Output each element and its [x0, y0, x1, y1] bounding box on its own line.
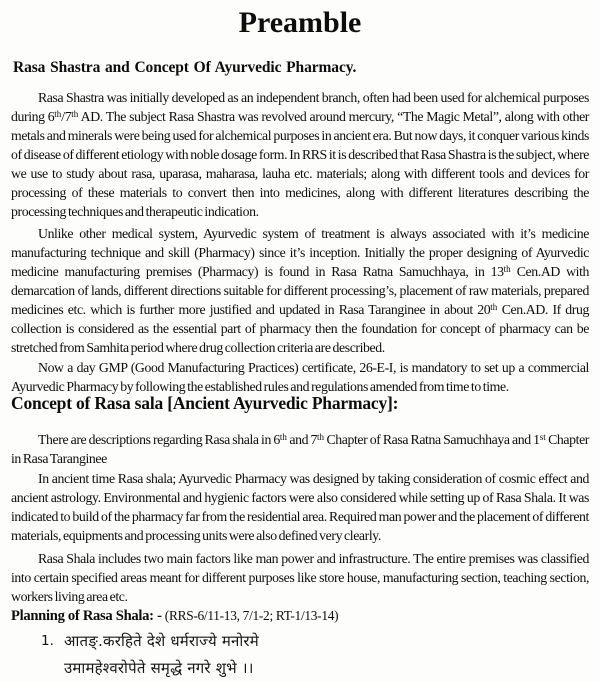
paragraph-ayurvedic-pharmacy-origin: Unlike other medical system, Ayurvedic system of treatment is always associated with it’s medicine manufacturing technique and skill (Pharmacy) since it’s inception. Initially the proper designing of Ayurvedic medicine manufacturing premises (Pharmacy) is found in Rasa Ratna Samuchhaya, in 13th Cen.AD with demarcation of lands, different directions suitable for different processing’s, placement of raw materials, prepared medicines etc. which is further more justified and updated in Rasa Taranginee in about 20th Cen.AD. If drug collection is considered as the essential part of pharmacy then the foundation for concept of pharmacy can be stretched from Samhita period where drug collection criteria are described.	[11, 226, 590, 355]
paragraph-rasa-shala-design: In ancient time Rasa shala; Ayurvedic Pharmacy was designed by taking consideration of cosmic effect and ancient astrology. Environmental and hygienic factors were also considered while setting up of Rasa Shala. It was indicated to build of the pharmacy far from the residential area. Required man power and the placement of different materials, equipments and processing units were also defined very clearly.	[11, 471, 589, 543]
planning-heading-line	[11, 608, 589, 625]
paragraph-rasa-shastra-history: Rasa Shastra was initially developed as an independent branch, often had been used for alchemical purposes during 6th/7th AD. The subject Rasa Shastra was revolved around mercury, “The Magic Metal”, along with other metals and minerals were being used for alchemical purposes in ancient era. But now days, it conquer various kinds of disease of different etiology with noble dosage form. In RRS it is described that Rasa Shastra is the subject, where we use to study about rasa, uparasa, maharasa, lauha etc. materials; along with different tools and devices for processing of these materials to convert then into medicines, along with different literatures describing the processing techniques and therapeutic indication.	[11, 90, 589, 219]
section-heading-concept-of-rasa-sala: Concept of Rasa sala [Ancient Ayurvedic Pharmacy]:	[11, 393, 399, 413]
shloka-lines	[64, 628, 259, 682]
planning-label: Planning of Rasa Shala: -	[11, 608, 162, 624]
shloka-line-2: उमामहेश्वरोपेते समृद्धे नगरे शुभे ।।	[64, 659, 254, 677]
sanskrit-shloka	[41, 628, 259, 682]
section-heading-rasa-shastra: Rasa Shastra and Concept Of Ayurvedic Pharmacy.	[13, 59, 357, 76]
paragraph-rasa-shala-descriptions: There are descriptions regarding Rasa shala in 6th and 7th Chapter of Rasa Ratna Samuchhaya and 1st Chapter in Rasa Taranginee	[11, 432, 590, 466]
paragraph-rasa-shala-factors: Rasa Shala includes two main factors like man power and infrastructure. The entire premises was classified into certain specified areas meant for different purposes like store house, manufacturing section, teaching section, workers living area etc.	[11, 551, 589, 604]
page-title: Preamble	[238, 6, 362, 39]
shloka-line-1: आतङ्.करहिते देशे धर्मराज्ये मनोरमे	[64, 632, 259, 650]
planning-reference: (RRS-6/11-13, 7/1-2; RT-1/13-14)	[164, 608, 339, 623]
shloka-number: 1.	[41, 633, 54, 649]
paragraph-gmp-certificate: Now a day GMP (Good Manufacturing Practices) certificate, 26-E-I, is mandatory to set up a commercial Ayurvedic Pharmacy by following the established rules and regulations amended from time to time.	[11, 360, 589, 394]
